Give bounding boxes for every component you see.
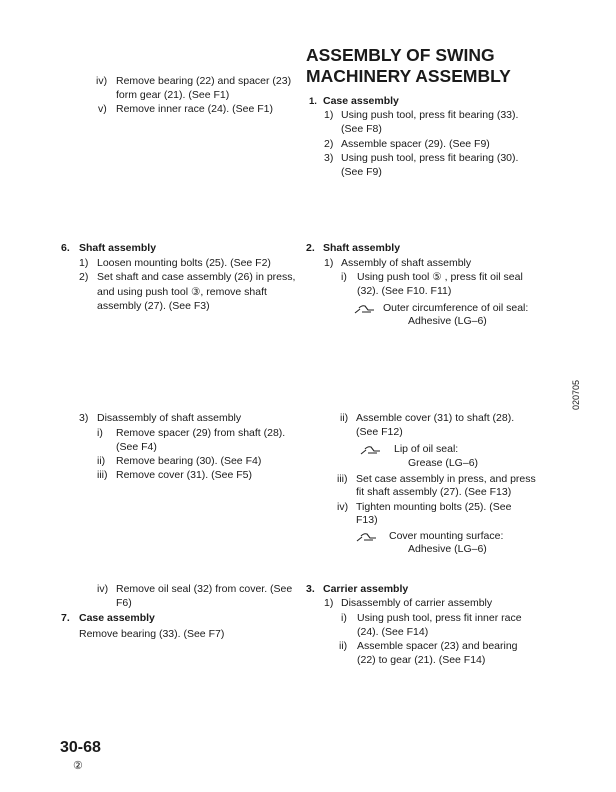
step-num: i) bbox=[97, 427, 103, 439]
section-heading: Shaft assembly bbox=[323, 242, 401, 254]
step-text: Disassembly of carrier assembly bbox=[341, 597, 493, 609]
step-num: iv) bbox=[97, 583, 109, 595]
title-line-2: MACHINERY ASSEMBLY bbox=[306, 66, 511, 86]
step-num: 3) bbox=[324, 152, 334, 164]
step-text: Remove inner race (24). (See F1) bbox=[116, 103, 273, 115]
step-text: Loosen mounting bolts (25). (See F2) bbox=[97, 257, 271, 269]
step-text: (See F9) bbox=[341, 166, 382, 178]
step-num: 2) bbox=[79, 271, 89, 283]
section-number: 1. bbox=[309, 96, 317, 107]
step-text: F13) bbox=[356, 514, 378, 526]
step-num: 1) bbox=[79, 257, 89, 269]
step-text: (24). (See F14) bbox=[357, 626, 429, 638]
step-text: Assemble spacer (29). (See F9) bbox=[341, 138, 490, 150]
step-text: Using push tool, press fit inner race bbox=[357, 612, 522, 624]
step-text: assembly (27). (See F3) bbox=[97, 300, 210, 312]
page-number: 30-68 bbox=[60, 739, 101, 756]
section-number: 2. bbox=[306, 242, 315, 254]
step-text: F6) bbox=[116, 597, 132, 609]
step-text: fit shaft assembly (27). (See F13) bbox=[356, 486, 512, 498]
step-text: form gear (21). (See F1) bbox=[116, 89, 230, 101]
grease-icon bbox=[360, 445, 382, 455]
step-text: Using push tool, press fit bearing (30). bbox=[341, 152, 519, 164]
step-num: iv) bbox=[96, 75, 108, 87]
step-num: 1) bbox=[324, 597, 334, 609]
step-num: i) bbox=[341, 612, 347, 624]
step-text: Using push tool, press fit bearing (33). bbox=[341, 109, 519, 121]
step-text: Remove bearing (30). (See F4) bbox=[116, 455, 262, 467]
step-text: Tighten mounting bolts (25). (See bbox=[356, 501, 512, 513]
title-line-1: ASSEMBLY OF SWING bbox=[306, 45, 495, 65]
step-text: Remove bearing (33). (See F7) bbox=[79, 628, 225, 640]
step-num: 2) bbox=[324, 138, 334, 150]
step-text: (See F8) bbox=[341, 123, 382, 135]
section-heading: Case assembly bbox=[79, 612, 155, 624]
note-text: Adhesive (LG–6) bbox=[408, 315, 487, 327]
step-text: (See F4) bbox=[116, 441, 157, 453]
step-text: Remove bearing (22) and spacer (23) bbox=[116, 75, 292, 87]
section-number: 6. bbox=[61, 242, 70, 254]
step-num: iv) bbox=[337, 501, 349, 513]
note-text: Adhesive (LG–6) bbox=[408, 543, 487, 555]
step-num: ii) bbox=[339, 640, 348, 652]
step-text: Using push tool ⑤ , press fit oil seal bbox=[357, 271, 523, 283]
section-heading: Shaft assembly bbox=[79, 242, 157, 254]
section-heading: Carrier assembly bbox=[323, 583, 409, 595]
step-num: 1) bbox=[324, 109, 334, 121]
adhesive-icon bbox=[356, 532, 378, 542]
step-num: ii) bbox=[340, 412, 349, 424]
step-text: Assembly of shaft assembly bbox=[341, 257, 472, 269]
step-num: 3) bbox=[79, 412, 89, 424]
step-text: Set shaft and case assembly (26) in press, bbox=[97, 271, 296, 283]
adhesive-icon bbox=[354, 304, 376, 314]
step-num: 1) bbox=[324, 257, 334, 269]
step-text: (See F12) bbox=[356, 426, 403, 438]
step-text: (32). (See F10. F11) bbox=[357, 285, 452, 297]
step-num: ii) bbox=[97, 455, 106, 467]
note-text: Outer circumference of oil seal: bbox=[383, 302, 529, 314]
step-num: v) bbox=[98, 103, 107, 115]
section-heading: Case assembly bbox=[323, 95, 399, 107]
note-text: Grease (LG–6) bbox=[408, 457, 479, 469]
step-text: Remove cover (31). (See F5) bbox=[116, 469, 252, 481]
step-text: Disassembly of shaft assembly bbox=[97, 412, 242, 424]
step-num: iii) bbox=[97, 469, 108, 481]
step-num: iii) bbox=[337, 473, 348, 485]
side-code: 020705 bbox=[571, 379, 581, 410]
revision-mark: ② bbox=[73, 760, 83, 772]
step-text: Remove oil seal (32) from cover. (See bbox=[116, 583, 293, 595]
step-text: Remove spacer (29) from shaft (28). bbox=[116, 427, 286, 439]
step-text: Assemble spacer (23) and bearing bbox=[357, 640, 518, 652]
section-number: 7. bbox=[61, 612, 70, 624]
step-num: i) bbox=[341, 271, 347, 283]
note-text: Cover mounting surface: bbox=[389, 530, 504, 542]
step-text: (22) to gear (21). (See F14) bbox=[357, 654, 486, 666]
section-number: 3. bbox=[306, 583, 315, 595]
step-text: Assemble cover (31) to shaft (28). bbox=[356, 412, 515, 424]
step-text: Set case assembly in press, and press bbox=[356, 473, 536, 485]
step-text: and using push tool ③, remove shaft bbox=[97, 286, 267, 298]
note-text: Lip of oil seal: bbox=[394, 443, 459, 455]
